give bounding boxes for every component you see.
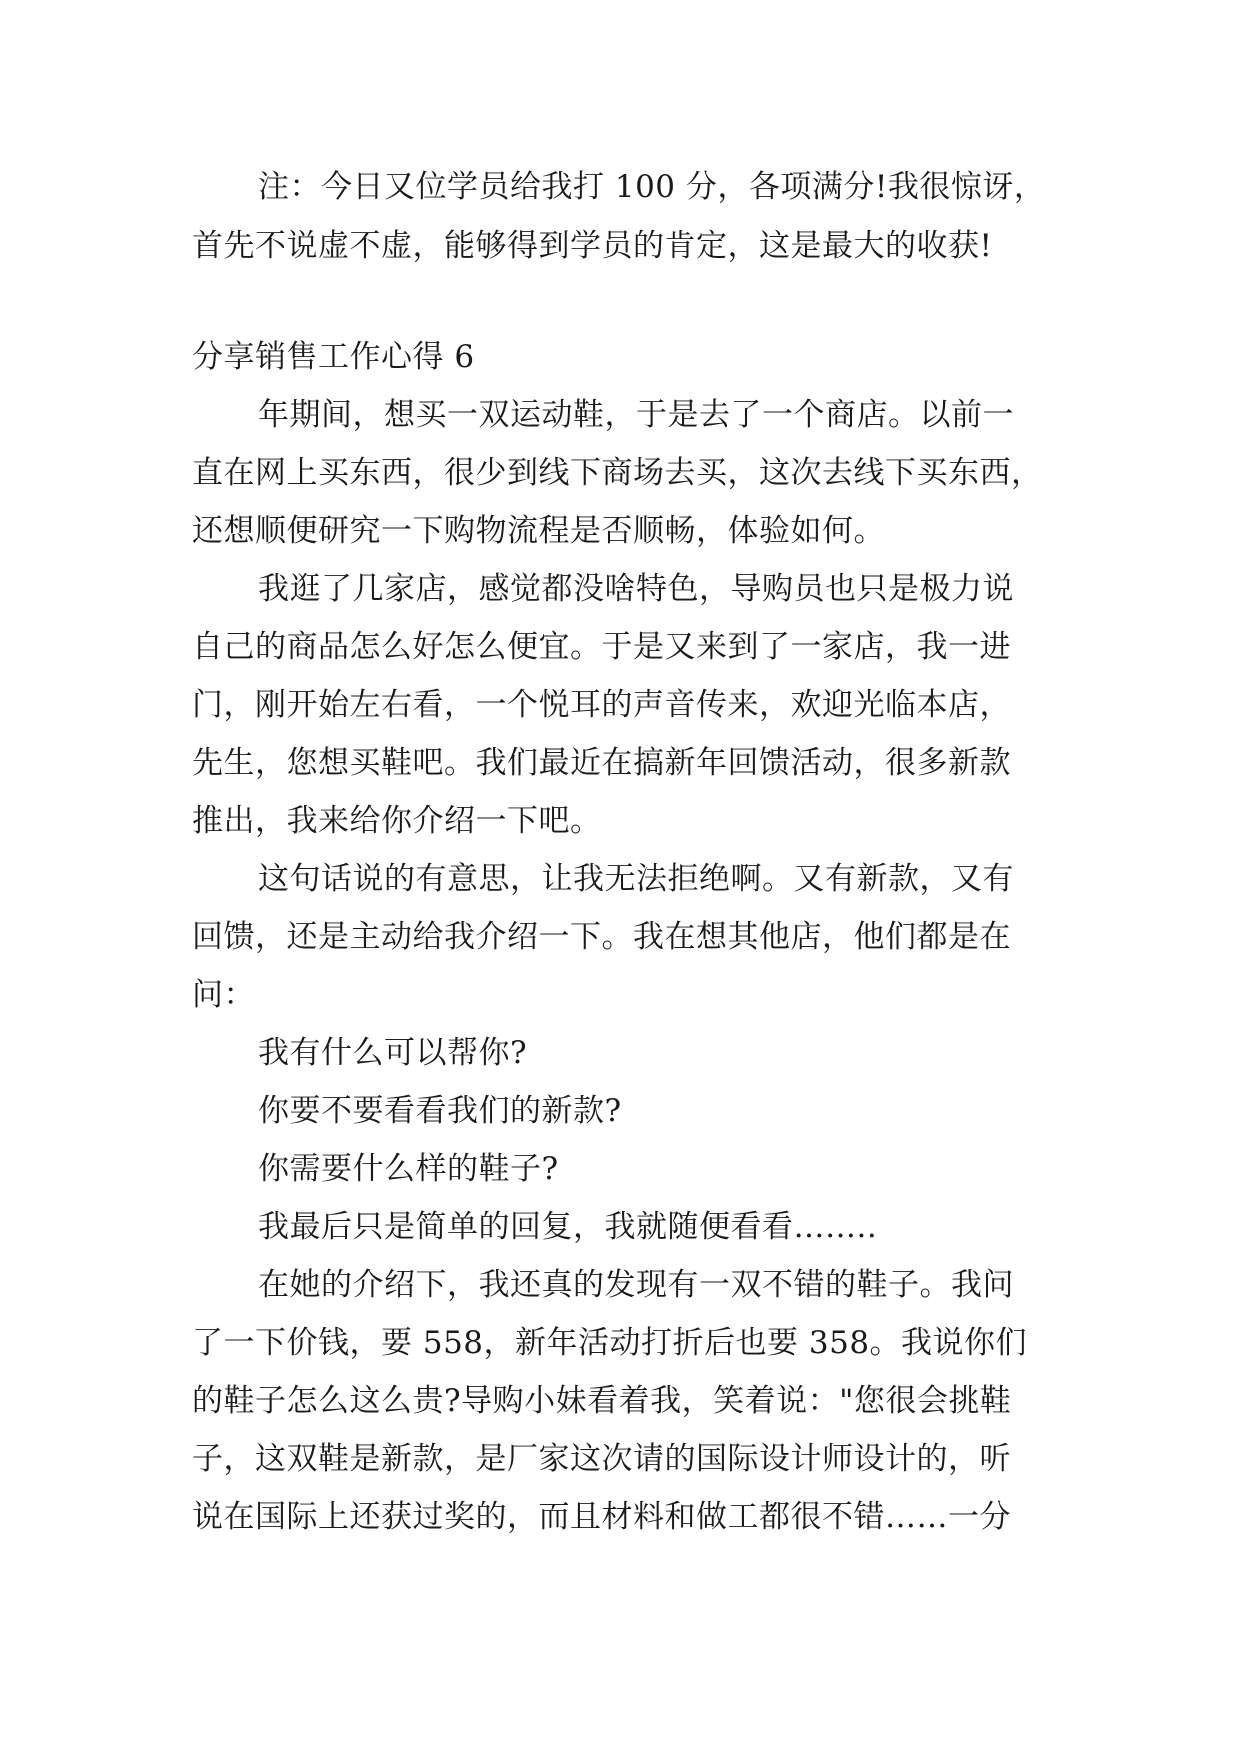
- paragraph-line: 了一下价钱，要 558，新年活动打折后也要 358。我说你们: [192, 1325, 1028, 1361]
- paragraph-line: 推出，我来给你介绍一下吧。: [192, 803, 602, 839]
- paragraph-line: 年期间，想买一双运动鞋，于是去了一个商店。以前一: [258, 397, 1014, 433]
- section-title: 分享销售工作心得 6: [192, 339, 475, 375]
- reply-line: 我最后只是简单的回复，我就随便看看……..: [258, 1209, 878, 1245]
- question-line: 你需要什么样的鞋子?: [258, 1151, 559, 1187]
- paragraph-line: 回馈，还是主动给我介绍一下。我在想其他店，他们都是在: [192, 919, 1011, 955]
- question-line: 我有什么可以帮你?: [258, 1035, 528, 1071]
- paragraph-line: 先生，您想买鞋吧。我们最近在搞新年回馈活动，很多新款: [192, 745, 1011, 781]
- paragraph-line: 问：: [192, 977, 255, 1013]
- paragraph-line: 还想顺便研究一下购物流程是否顺畅，体验如何。: [192, 513, 885, 549]
- note-line-2: 首先不说虚不虚，能够得到学员的肯定，这是最大的收获!: [192, 228, 993, 264]
- paragraph-line: 的鞋子怎么这么贵?导购小妹看着我，笑着说："您很会挑鞋: [192, 1383, 1012, 1419]
- paragraph-line: 这句话说的有意思，让我无法拒绝啊。又有新款，又有: [258, 861, 1014, 897]
- paragraph-line: 门，刚开始左右看，一个悦耳的声音传来，欢迎光临本店，: [192, 687, 1011, 723]
- paragraph-line: 子，这双鞋是新款，是厂家这次请的国际设计师设计的，听: [192, 1441, 1011, 1477]
- note-line-1: 注：今日又位学员给我打 100 分，各项满分!我很惊讶，: [258, 169, 1046, 205]
- paragraph-line: 我逛了几家店，感觉都没啥特色，导购员也只是极力说: [258, 571, 1014, 607]
- paragraph-line: 直在网上买东西，很少到线下商场去买，这次去线下买东西，: [192, 455, 1043, 491]
- question-line: 你要不要看看我们的新款?: [258, 1093, 622, 1129]
- paragraph-line: 在她的介绍下，我还真的发现有一双不错的鞋子。我问: [258, 1267, 1014, 1303]
- paragraph-line: 说在国际上还获过奖的，而且材料和做工都很不错……一分: [192, 1499, 1011, 1535]
- paragraph-line: 自己的商品怎么好怎么便宜。于是又来到了一家店，我一进: [192, 629, 1011, 665]
